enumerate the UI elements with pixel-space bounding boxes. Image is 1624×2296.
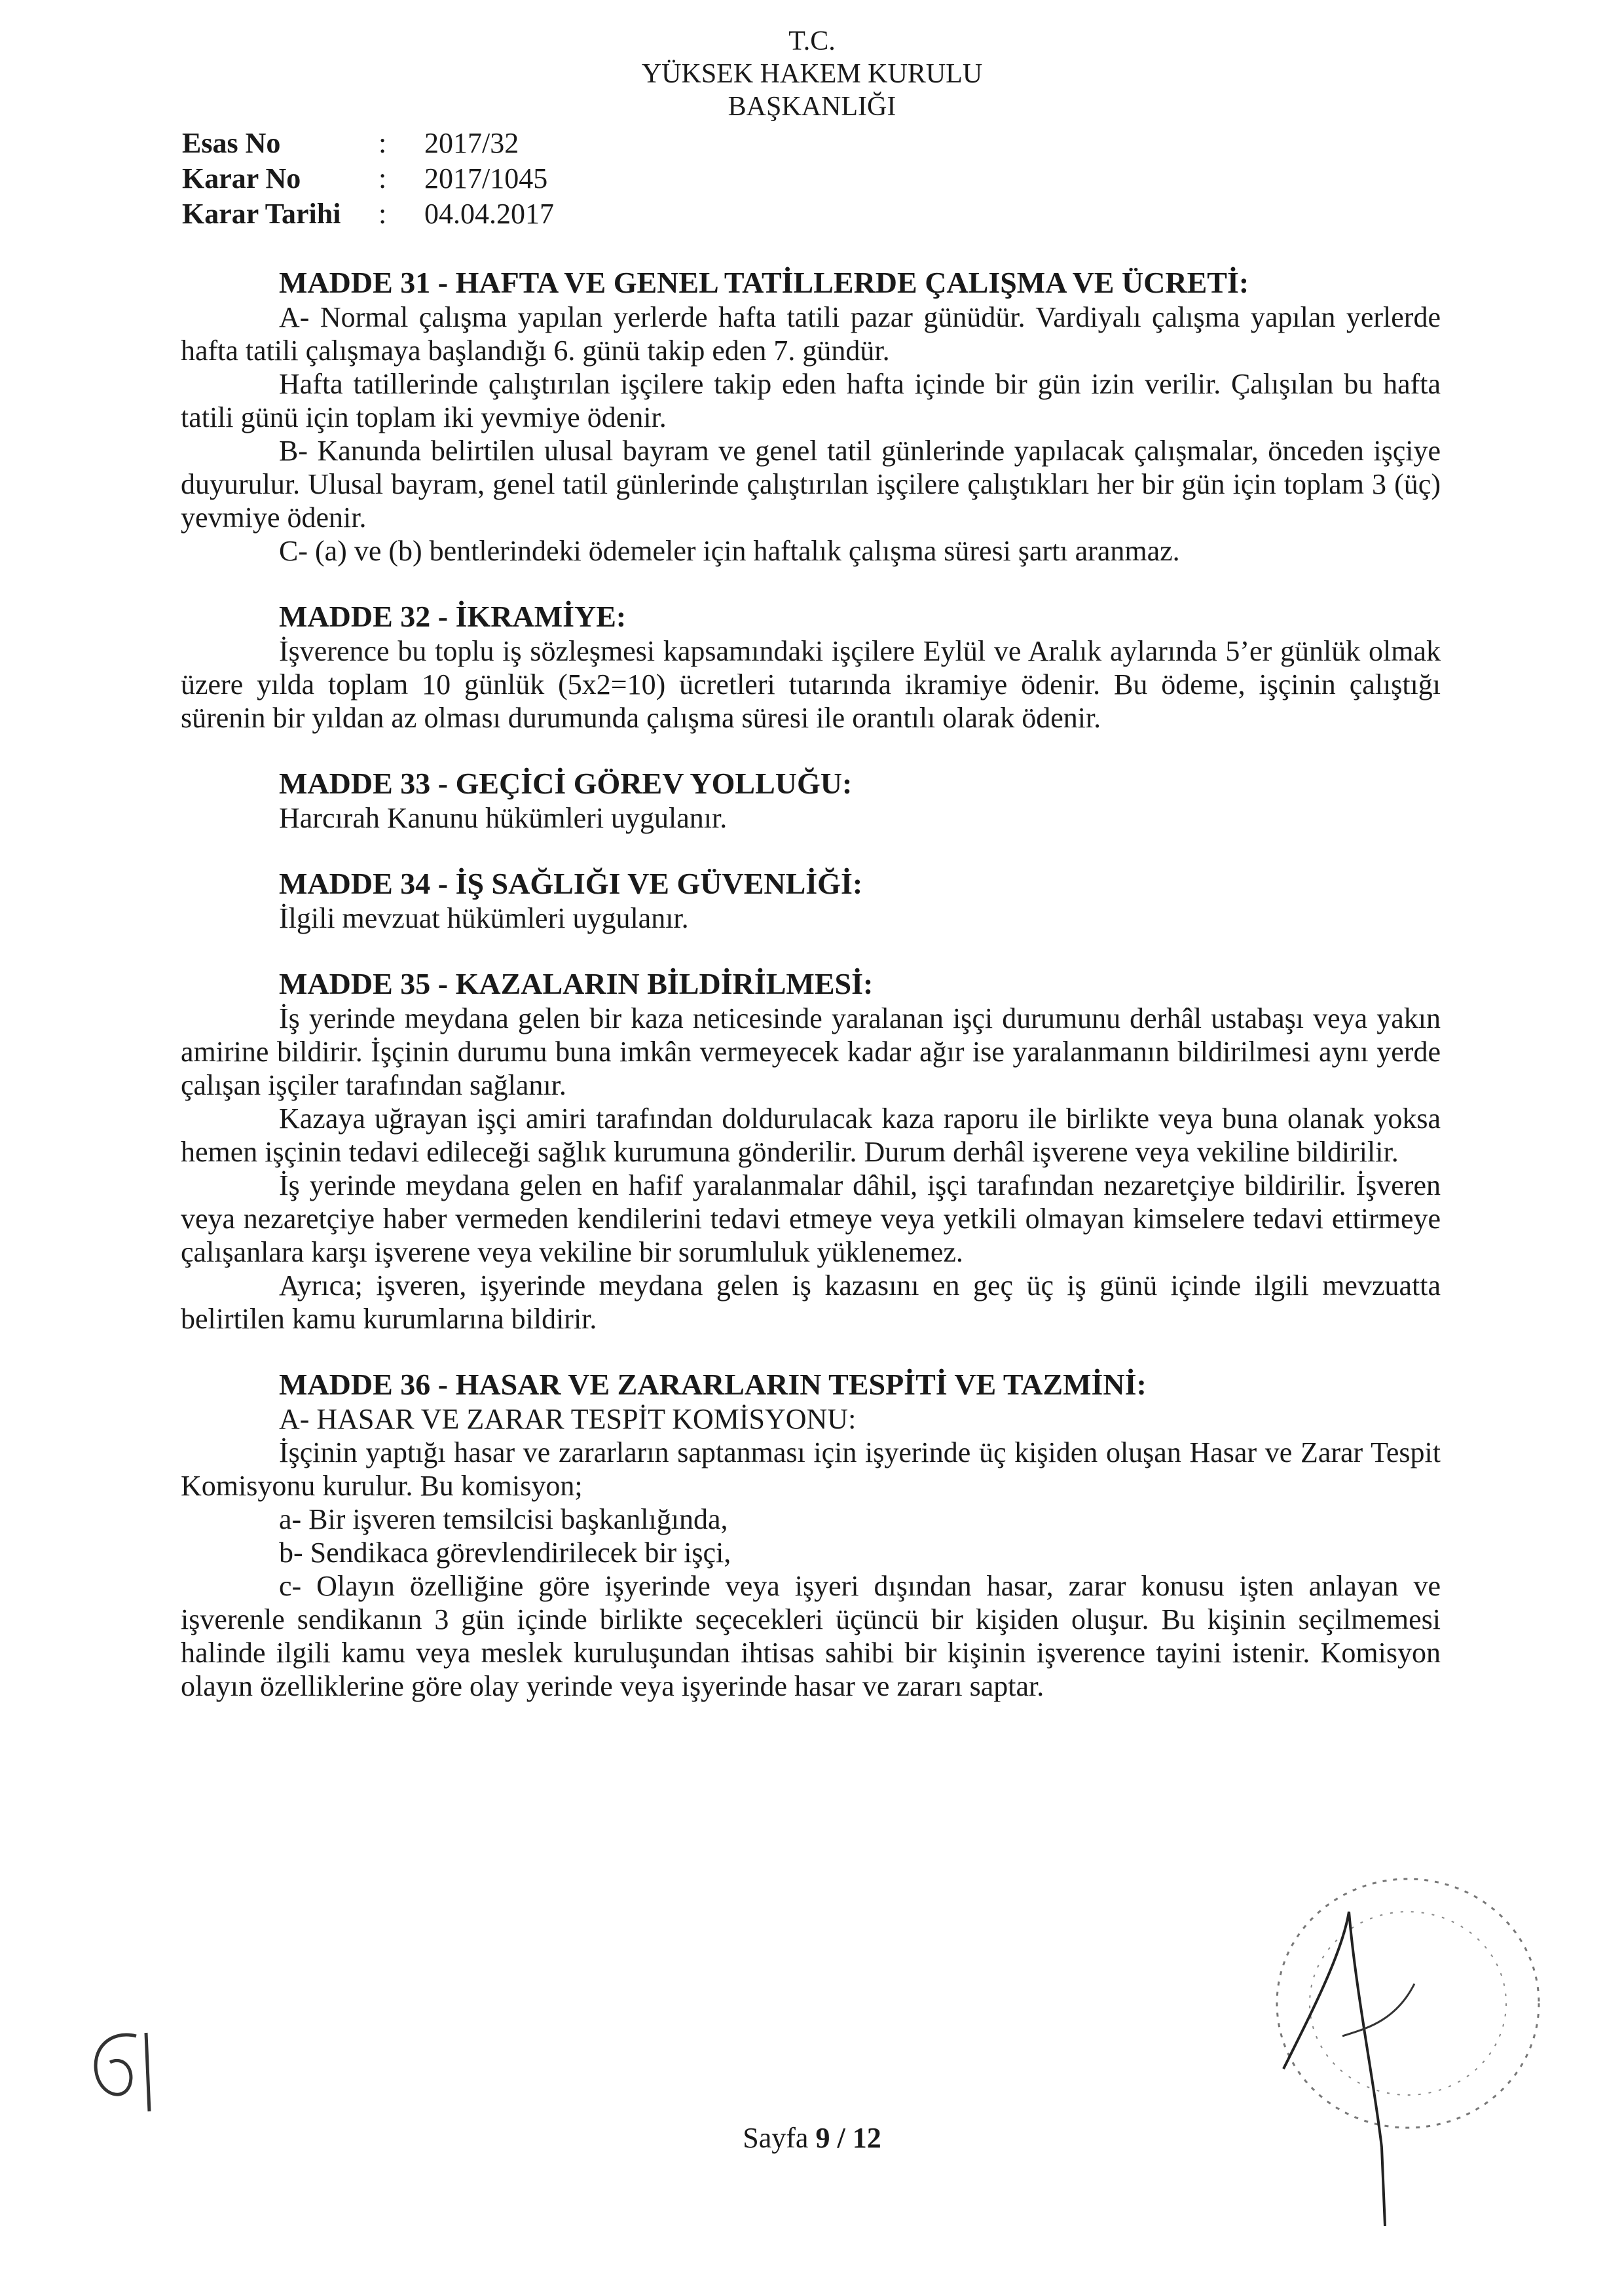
article-31-p3: B- Kanunda belirtilen ulusal bayram ve genel tatil günlerinde yapılacak çalışmalar, önceden işçiye duyurulur. Ulusal bayram, genel tatil günlerinde çalıştırılan işçilere çalıştıkları her bir gün için toplam 3 (üç) yevmiye ödenir. bbox=[181, 435, 1441, 534]
article-31-p1: A- Normal çalışma yapılan yerlerde hafta tatili pazar günüdür. Vardiyalı çalışma yapılan yerlerde hafta tatili çalışmaya başlandığı 6. günü takip eden 7. gündür. bbox=[181, 301, 1441, 367]
article-35-p3: İş yerinde meydana gelen en hafif yaralanmalar dâhil, işçi tarafından nezaretçiye bildirilir. İşveren veya nezaretçiye haber vermeden kendilerini tedavi etmeye veya yetkili olmayan kimselere tedavi ettirmeye çalışanlara karşı işverene veya vekiline bir sorumluluk yüklenemez. bbox=[181, 1169, 1441, 1268]
meta-row-esas bbox=[182, 126, 554, 161]
article-36-item-c: c- Olayın özelliğine göre işyerinde veya işyeri dışından hasar, zarar konusu işten anlayan ve işverenle sendikanın 3 gün içinde birlikte seçecekleri üçüncü bir kişiden oluşur. Bu kişinin seçilmemesi halinde ilgili kamu veya meslek kuruluşundan ihtisas sahibi bir kişinin işverence tayini istenir. Komisyon olayın özelliklerine göre olay yerinde veya işyerinde hasar ve zararı saptar. bbox=[181, 1570, 1441, 1702]
meta-row-tarih bbox=[182, 196, 554, 232]
article-35-p2: Kazaya uğrayan işçi amiri tarafından doldurulacak kaza raporu ile birlikte veya buna olanak yoksa hemen işçinin tedavi edileceği sağlık kurumuna gönderilir. Durum derhâl işverene veya vekiline bildirilir. bbox=[181, 1102, 1441, 1168]
header-department: BAŞKANLIĞI bbox=[728, 92, 896, 122]
document-header bbox=[0, 25, 1624, 123]
meta-sep: : bbox=[378, 198, 387, 230]
signature-stamp bbox=[1244, 1872, 1559, 2242]
article-35-p4: Ayrıca; işveren, işyerinde meydana gelen iş kazasını en geç üç iş günü içinde ilgili mevzuatta belirtilen kamu kurumlarına bildirir. bbox=[181, 1269, 1441, 1335]
meta-sep: : bbox=[378, 127, 387, 159]
page-separator: / bbox=[837, 2122, 845, 2154]
article-33-p1: Harcırah Kanunu hükümleri uygulanır. bbox=[279, 802, 728, 834]
header-tc: T.C. bbox=[788, 26, 836, 56]
article-33-title: MADDE 33 - GEÇİCİ GÖREV YOLLUĞU: bbox=[279, 767, 853, 800]
article-36-item-a: a- Bir işveren temsilcisi başkanlığında, bbox=[279, 1503, 728, 1535]
header-institution: YÜKSEK HAKEM KURULU bbox=[641, 59, 983, 89]
meta-value: 04.04.2017 bbox=[424, 198, 554, 230]
article-36-p1: İşçinin yaptığı hasar ve zararların saptanması için işyerinde üç kişiden oluşan Hasar ve Zarar Tespit Komisyonu kurulur. Bu komisyon; bbox=[181, 1436, 1441, 1502]
article-31-title: MADDE 31 - HAFTA VE GENEL TATİLLERDE ÇALIŞMA VE ÜCRETİ: bbox=[279, 266, 1249, 299]
article-35-title: MADDE 35 - KAZALARIN BİLDİRİLMESİ: bbox=[279, 967, 874, 1000]
meta-label: Esas No bbox=[182, 127, 281, 159]
article-31-p4: C- (a) ve (b) bentlerindeki ödemeler için haftalık çalışma süresi şartı aranmaz. bbox=[279, 535, 1180, 567]
meta-label: Karar Tarihi bbox=[182, 198, 341, 230]
page-total: 12 bbox=[852, 2122, 881, 2154]
article-36-title: MADDE 36 - HASAR VE ZARARLARIN TESPİTİ VE TAZMİNİ: bbox=[279, 1368, 1147, 1401]
article-36-item-b: b- Sendikaca görevlendirilecek bir işçi, bbox=[279, 1537, 731, 1569]
page-number bbox=[0, 2121, 1624, 2155]
article-31-p2: Hafta tatillerinde çalıştırılan işçilere takip eden hafta içinde bir gün izin verilir. Çalışılan bu hafta tatili günü için toplam iki yevmiye ödenir. bbox=[181, 368, 1441, 433]
page-prefix: Sayfa bbox=[743, 2122, 809, 2154]
meta-value: 2017/32 bbox=[424, 127, 519, 159]
article-35-p1: İş yerinde meydana gelen bir kaza neticesinde yaralanan işçi durumunu derhâl ustabaşı veya yakın amirine bildirir. İşçinin durumu buna imkân vermeyecek kadar ağır ise yaralanmanın bildirilmesi aynı yerde çalışan işçiler tarafından sağlanır. bbox=[181, 1002, 1441, 1101]
meta-row-karar bbox=[182, 161, 554, 196]
article-34-title: MADDE 34 - İŞ SAĞLIĞI VE GÜVENLİĞİ: bbox=[279, 867, 863, 900]
meta-sep: : bbox=[378, 162, 387, 194]
meta-value: 2017/1045 bbox=[424, 162, 548, 194]
handwritten-initials bbox=[84, 2023, 169, 2118]
article-34-p1: İlgili mevzuat hükümleri uygulanır. bbox=[279, 902, 689, 934]
article-36-subtitle: A- HASAR VE ZARAR TESPİT KOMİSYONU: bbox=[279, 1403, 857, 1435]
article-32-p1: İşverence bu toplu iş sözleşmesi kapsamındaki işçilere Eylül ve Aralık aylarında 5’er günlük olmak üzere yılda toplam 10 günlük (5x2=10) ücretleri tutarında ikramiye ödenir. Bu ödeme, işçinin çalıştığı sürenin bir yıldan az olması durumunda çalışma süresi ile orantılı olarak ödenir. bbox=[181, 635, 1441, 734]
meta-label: Karar No bbox=[182, 162, 301, 194]
page-current: 9 bbox=[815, 2122, 830, 2154]
case-meta bbox=[182, 126, 554, 232]
document-body bbox=[181, 265, 1441, 1703]
article-32-title: MADDE 32 - İKRAMİYE: bbox=[279, 600, 627, 633]
